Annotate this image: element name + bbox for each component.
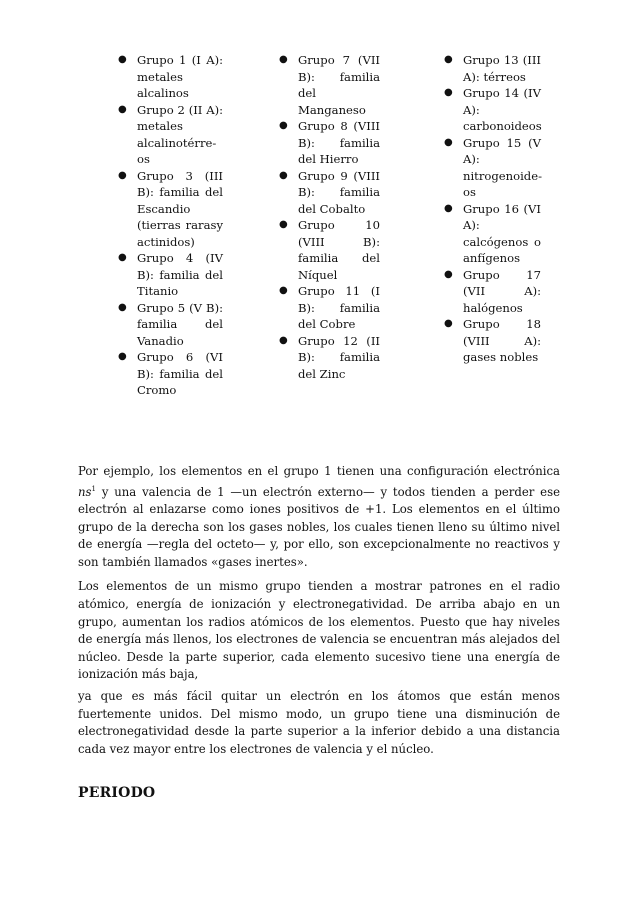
paragraph-group-1-example — [78, 463, 560, 571]
list-item — [117, 52, 223, 102]
section-heading: PERIODO — [78, 785, 156, 801]
electron-config-superscript: 1 — [91, 484, 96, 493]
group-entry-text: Grupo 9 (VIII B): familia del Cobalto — [298, 168, 380, 216]
group-entry-text: Grupo 1 (I A): metales alcalinos — [137, 53, 223, 100]
bullet-icon: ● — [444, 136, 453, 148]
list-item — [278, 168, 380, 218]
body-text — [78, 463, 560, 765]
group-entry-text: Grupo 16 (VI A): calcógenos o anfígenos — [463, 201, 541, 265]
list-item — [117, 300, 223, 350]
bullet-icon: ● — [444, 268, 453, 280]
group-entry-text: Grupo 14 (IV A): carbonoideos — [463, 86, 542, 133]
list-item — [117, 102, 223, 168]
paragraph-group-trends: Los elementos de un mismo grupo tienden a mostrar patrones en el radio atómico, energía de ionización y electronegatividad. De arriba abajo en un grupo, aumentan los radios atómicos de los elementos. Puesto que hay niveles de energía más llenos, los electrones de valencia se encuentran más alejados del núcleo. Desde la parte superior, cada elemento sucesivo tiene una energía de ionización más baja, — [78, 579, 560, 682]
bullet-icon: ● — [279, 169, 288, 181]
group-entry-text: Grupo 13 (III A): térreos — [463, 53, 541, 84]
bullet-icon: ● — [279, 219, 288, 230]
list-item — [443, 135, 541, 201]
group-entry-text: Grupo 4 (IV B): familia del Titanio — [137, 251, 223, 298]
bullet-icon: ● — [279, 285, 288, 296]
group-entry-text: Grupo 8 (VIII B): familia del Hierro — [298, 119, 380, 166]
groups-list-2 — [278, 52, 380, 382]
bullet-icon: ● — [118, 103, 127, 115]
groups-column-1 — [117, 52, 223, 399]
list-item — [117, 349, 223, 399]
list-item — [278, 333, 380, 383]
bullet-icon: ● — [118, 169, 127, 181]
list-item — [443, 201, 541, 267]
list-item — [443, 316, 541, 366]
list-item — [278, 52, 380, 118]
paragraph-electronegativity: ya que es más fácil quitar un electrón en los átomos que están menos fuertemente unidos. Del mismo modo, un grupo tiene una disminución de electronegatividad desde la parte superior a la inferior debido a una distancia cada vez mayor entre los electrones de valencia y el núcleo. — [78, 689, 560, 756]
list-item — [278, 118, 380, 168]
list-item — [117, 250, 223, 300]
groups-column-2 — [278, 52, 380, 382]
groups-columns — [0, 52, 638, 462]
list-item — [117, 168, 223, 251]
bullet-icon: ● — [444, 202, 453, 214]
group-entry-text: Grupo 15 (V A): nitrogenoideos — [463, 135, 542, 199]
bullet-icon: ● — [279, 120, 288, 131]
bullet-icon: ● — [279, 54, 288, 65]
group-entry-text: Grupo 18 (VIII A): gases nobles — [463, 317, 541, 364]
group-entry-text: Grupo 3 (III B): familia del Escandio (tierras rarasy actinidos) — [137, 168, 223, 249]
bullet-icon: ● — [279, 334, 288, 346]
bullet-icon: ● — [118, 301, 127, 313]
list-item — [443, 52, 541, 85]
list-item — [443, 267, 541, 317]
bullet-icon: ● — [118, 252, 127, 263]
bullet-icon: ● — [444, 54, 453, 65]
list-item — [278, 283, 380, 333]
group-entry-text: Grupo 7 (VII B): familia del Manganeso — [298, 53, 380, 117]
group-entry-text: Grupo 11 (I B): familia del Cobre — [298, 284, 380, 331]
group-entry-text: Grupo 5 (V B): familia del Vanadio — [137, 300, 223, 348]
list-item — [278, 217, 380, 283]
groups-column-3 — [443, 52, 541, 366]
bullet-icon: ● — [118, 351, 127, 362]
electron-config-ns: ns — [78, 484, 92, 499]
list-item — [443, 85, 541, 135]
paragraph-text: y una valencia de 1 —un electrón externo— y todos tienden a perder ese electrón al enlazarse como iones positivos de +1. Los elementos en el último grupo de la derecha son los gases nobles, los cuales tienen lleno su último nivel de energía —regla del octeto— y, por ello, son excepcionalmente no reactivos y son también llamados «gases inertes». — [78, 484, 560, 569]
bullet-icon: ● — [118, 54, 127, 65]
group-entry-text: Grupo 17 (VII A): halógenos — [463, 267, 541, 315]
groups-list-1 — [117, 52, 223, 399]
bullet-icon: ● — [444, 87, 453, 98]
groups-list-3 — [443, 52, 541, 366]
group-entry-text: Grupo 2 (II A): metales alcalinotérreos — [137, 102, 223, 166]
group-entry-text: Grupo 12 (II B): familia del Zinc — [298, 333, 380, 381]
bullet-icon: ● — [444, 318, 453, 329]
paragraph-text: Por ejemplo, los elementos en el grupo 1 tienen una configuración electrónica — [78, 464, 560, 478]
group-entry-text: Grupo 6 (VI B): familia del Cromo — [137, 350, 223, 397]
group-entry-text: Grupo 10 (VIII B): familia del Níquel — [298, 218, 380, 282]
